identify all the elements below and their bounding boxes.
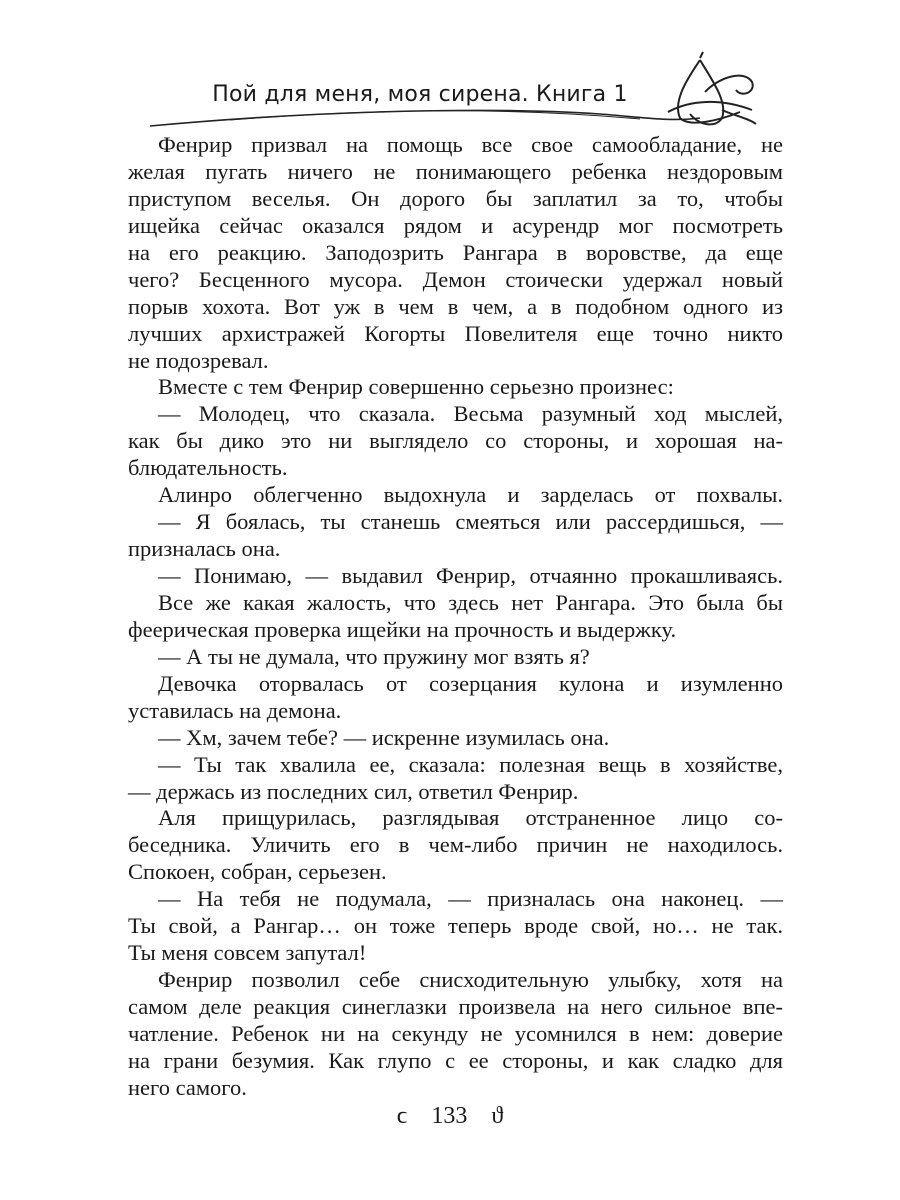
text-line: Фенрир призвал на помощь все свое самообладание, не: [158, 132, 783, 157]
text-line: чего? Бесценного мусора. Демон стоически удержал новый: [128, 266, 783, 292]
text-line: него самого.: [128, 1074, 247, 1100]
text-line: беседника. Уличить его в чем-либо причин не находилось.: [128, 832, 783, 858]
text-line: чатление. Ребенок ни на секунду не усомнился в нем: доверие: [128, 1020, 783, 1046]
text-line: — держась из последних сил, ответил Фенрир.: [128, 778, 579, 804]
text-line: Аля прищурилась, разглядывая отстраненное лицо со-: [158, 805, 783, 831]
text-line: Девочка оторвалась от созерцания кулона и изумленно: [158, 670, 783, 696]
text-line: лучших архистражей Когорты Повелителя еще точно никто: [128, 320, 783, 346]
book-title: Пой для меня, моя сирена. Книга 1: [212, 82, 628, 107]
text-line: Алинро облегченно выдохнула и зарделась от похвалы.: [158, 482, 783, 508]
text-line: Вместе с тем Фенрир совершенно серьезно произнес:: [158, 374, 674, 400]
text-line: Фенрир позволил себе снисходительную улыбку, хотя на: [158, 967, 783, 993]
text-line: — На тебя не подумала, — призналась она наконец. —: [158, 886, 783, 912]
text-line: — Понимаю, — выдавил Фенрир, отчаянно прокашливаясь.: [158, 563, 783, 588]
header-rule: [0, 0, 900, 140]
text-line: не подозревал.: [128, 347, 269, 373]
text-line: Ты свой, а Рангар… он тоже теперь вроде свой, но… не так.: [128, 913, 783, 939]
text-line: желая пугать ничего не понимающего ребенка нездоровым: [128, 158, 783, 184]
text-line: блюдательность.: [128, 455, 288, 481]
text-line: феерическая проверка ищейки на прочность и выдержку.: [128, 616, 677, 642]
text-line: на его реакцию. Заподозрить Рангара в воровстве, да еще: [128, 239, 783, 265]
text-line: призналась она.: [128, 536, 281, 562]
text-line: порыв хохота. Вот уж в чем в чем, а в подобном одного из: [128, 293, 783, 319]
text-line: — Ты так хвалила ее, сказала: полезная вещь в хозяйстве,: [158, 751, 783, 777]
text-line: самом деле реакция синеглазки произвела на него сильное впе-: [128, 994, 783, 1019]
page-number: 133: [431, 1102, 468, 1129]
text-line: Спокоен, собран, серьезен.: [128, 859, 387, 885]
text-line: — Я боялась, ты станешь смеяться или рассердишься, —: [158, 509, 783, 535]
text-line: — Молодец, что сказала. Весьма разумный ход мыслей,: [158, 401, 783, 427]
page-body-text: [128, 132, 783, 1102]
right-ornament-icon: ϑ: [491, 1102, 504, 1129]
running-header: [0, 0, 900, 140]
text-line: уставилась на демона.: [128, 697, 342, 723]
text-line: на грани безумия. Как глупо с ее стороны, и как сладко для: [128, 1047, 783, 1073]
text-line: как бы дико это ни выглядело со стороны, и хорошая на-: [128, 428, 783, 454]
text-line: ищейка сейчас оказался рядом и асурендр мог посмотреть: [128, 212, 783, 238]
text-line: Ты меня совсем запутал!: [128, 940, 367, 966]
text-line: — Хм, зачем тебе? — искренне изумилась она.: [158, 724, 610, 750]
left-ornament-icon: ϲ: [396, 1102, 408, 1129]
page-footer: [0, 1102, 900, 1130]
text-line: приступом веселья. Он дорого бы заплатил за то, чтобы: [128, 185, 783, 211]
text-line: Все же какая жалость, что здесь нет Рангара. Это была бы: [158, 589, 783, 615]
text-line: — А ты не думала, что пружину мог взять я?: [158, 643, 590, 669]
